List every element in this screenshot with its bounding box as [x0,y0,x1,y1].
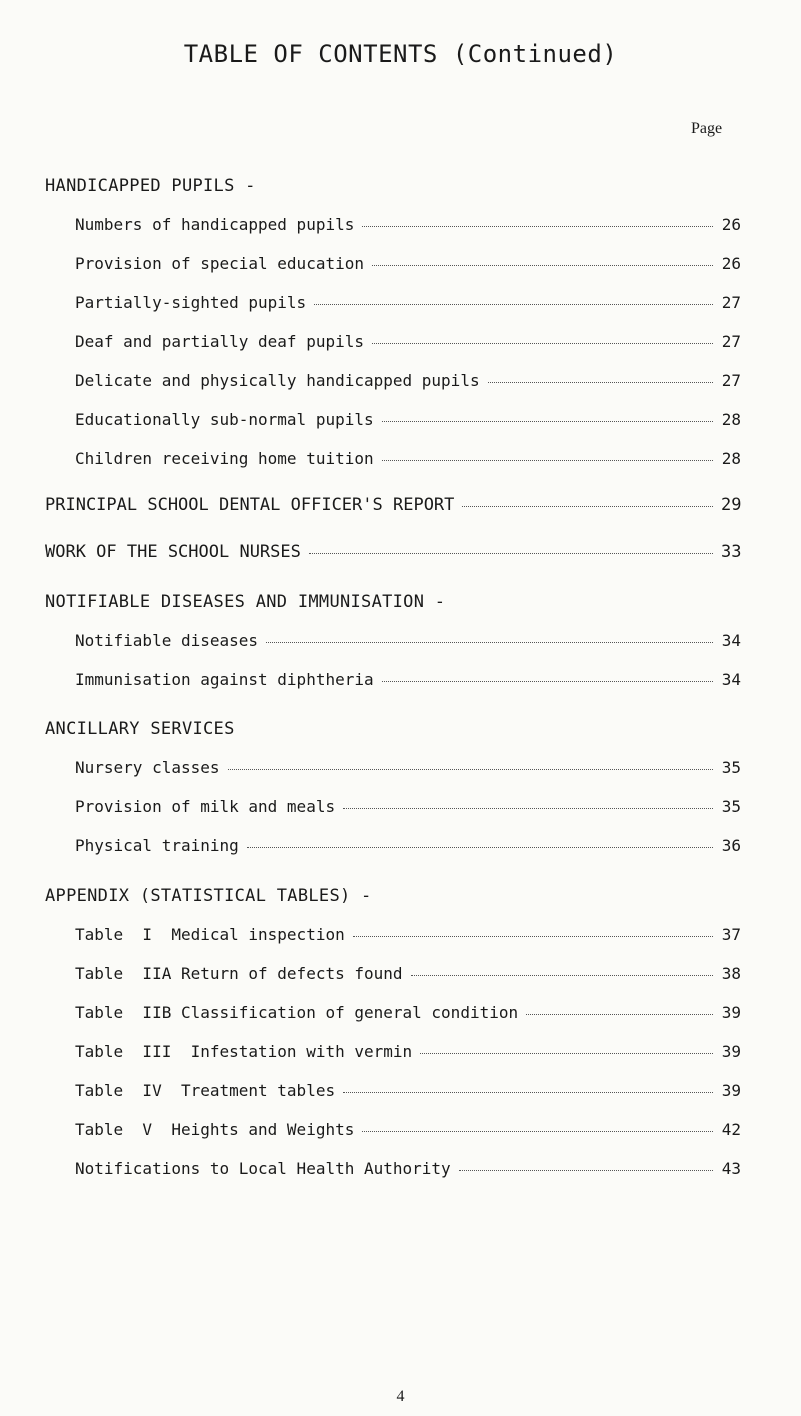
entry-page: 34 [721,670,741,689]
entry-page: 27 [721,332,741,351]
toc-entry-dental-report[interactable] [45,495,741,517]
entry-text: Partially-sighted pupils [75,293,307,312]
section-heading-handicapped-pupils: HANDICAPPED PUPILS - [45,176,256,196]
page-column-header: Page [691,120,723,137]
entry-text: Table I Medical inspection [75,925,345,944]
entry-text: PRINCIPAL SCHOOL DENTAL OFFICER'S REPORT [45,495,455,515]
entry-page: 36 [721,836,741,855]
entry-page: 39 [721,1081,741,1100]
entry-page: 35 [721,797,741,816]
dot-leader [372,343,713,344]
section-heading-ancillary-services: ANCILLARY SERVICES [45,719,235,739]
toc-entry-school-nurses[interactable] [45,542,741,564]
entry-text: Deaf and partially deaf pupils [75,332,364,351]
dot-leader [362,226,713,227]
toc-entry[interactable] [75,797,741,819]
entry-text: Delicate and physically handicapped pupils [75,371,480,390]
entry-page: 27 [721,371,741,390]
entry-page: 29 [721,495,742,515]
entry-page: 26 [721,215,741,234]
dot-leader [362,1131,713,1132]
entry-page: 33 [721,542,742,562]
entry-text: Table V Heights and Weights [75,1120,355,1139]
entry-text: Nursery classes [75,758,220,777]
entry-text: Provision of milk and meals [75,797,336,816]
dot-leader [309,553,713,554]
entry-page: 38 [721,964,741,983]
entry-text: Notifiable diseases [75,631,259,650]
page-title: TABLE OF CONTENTS (Continued) [183,40,618,68]
page-number: 4 [396,1388,405,1405]
section-heading-appendix: APPENDIX (STATISTICAL TABLES) - [45,886,372,906]
entry-text: Provision of special education [75,254,364,273]
dot-leader [462,506,713,507]
entry-text: Numbers of handicapped pupils [75,215,355,234]
toc-entry[interactable] [75,631,741,653]
entry-page: 34 [721,631,741,650]
entry-page: 35 [721,758,741,777]
entry-text: Immunisation against diphtheria [75,670,374,689]
toc-entry[interactable] [75,332,741,354]
toc-entry[interactable] [75,254,741,276]
toc-entry[interactable] [75,1159,741,1181]
toc-entry[interactable] [75,1003,741,1025]
entry-page: 28 [721,410,741,429]
dot-leader [411,975,713,976]
dot-leader [372,265,713,266]
dot-leader [526,1014,713,1015]
dot-leader [459,1170,713,1171]
dot-leader [314,304,713,305]
toc-entry[interactable] [75,670,741,692]
toc-entry[interactable] [75,410,741,432]
dot-leader [343,1092,713,1093]
section-heading-notifiable-diseases: NOTIFIABLE DISEASES AND IMMUNISATION - [45,592,446,612]
entry-page: 43 [721,1159,741,1178]
entry-page: 28 [721,449,741,468]
toc-entry[interactable] [75,836,741,858]
entry-text: Notifications to Local Health Authority [75,1159,451,1178]
dot-leader [353,936,713,937]
entry-text: Children receiving home tuition [75,449,374,468]
toc-entry[interactable] [75,215,741,237]
dot-leader [488,382,713,383]
dot-leader [420,1053,713,1054]
dot-leader [382,460,713,461]
entry-page: 39 [721,1003,741,1022]
dot-leader [266,642,713,643]
dot-leader [228,769,714,770]
toc-entry[interactable] [75,371,741,393]
entry-text: Physical training [75,836,239,855]
entry-text: Table III Infestation with vermin [75,1042,413,1061]
entry-page: 42 [721,1120,741,1139]
toc-entry[interactable] [75,925,741,947]
toc-entry[interactable] [75,758,741,780]
entry-page: 27 [721,293,741,312]
entry-page: 39 [721,1042,741,1061]
toc-entry[interactable] [75,964,741,986]
entry-text: Table IV Treatment tables [75,1081,336,1100]
entry-text: Table IIA Return of defects found [75,964,403,983]
toc-entry[interactable] [75,1081,741,1103]
entry-page: 26 [721,254,741,273]
toc-entry[interactable] [75,293,741,315]
entry-text: WORK OF THE SCHOOL NURSES [45,542,301,562]
dot-leader [247,847,713,848]
entry-page: 37 [721,925,741,944]
entry-text: Educationally sub-normal pupils [75,410,374,429]
dot-leader [382,421,713,422]
toc-entry[interactable] [75,449,741,471]
toc-entry[interactable] [75,1120,741,1142]
toc-entry[interactable] [75,1042,741,1064]
entry-text: Table IIB Classification of general condition [75,1003,519,1022]
dot-leader [343,808,713,809]
dot-leader [382,681,713,682]
